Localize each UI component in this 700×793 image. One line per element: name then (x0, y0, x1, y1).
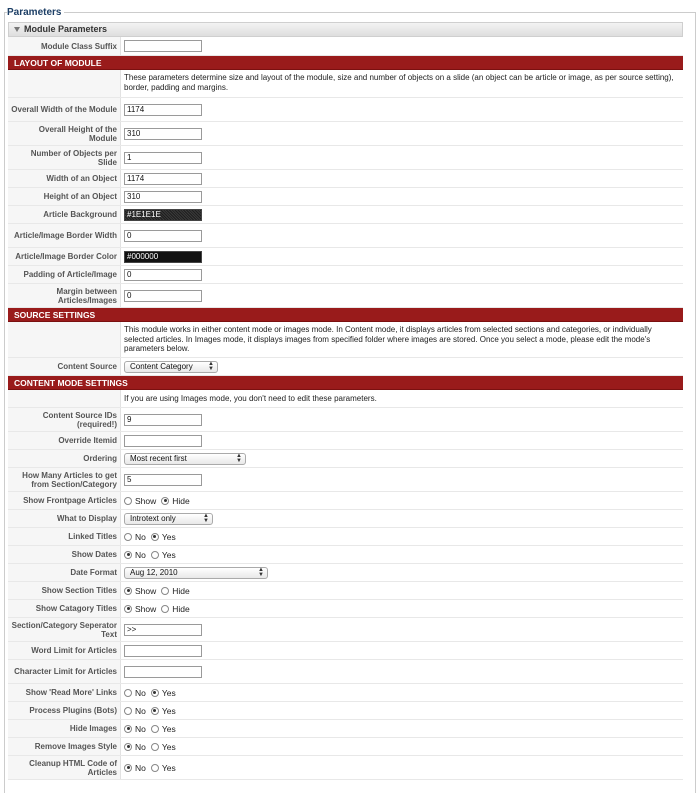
border-width-label: Article/Image Border Width (8, 224, 121, 247)
object-height-label: Height of an Object (8, 188, 121, 205)
object-height-input[interactable]: 310 (124, 191, 202, 203)
overall-height-input[interactable]: 310 (124, 128, 202, 140)
remove-images-style-label: Remove Images Style (8, 738, 121, 755)
char-limit-label: Character Limit for Articles (8, 660, 121, 683)
date-format-select[interactable]: Aug 12, 2010 ▲ ▼ (124, 567, 268, 579)
read-more-no-radio[interactable]: No (124, 688, 146, 698)
row-overall-height (8, 122, 683, 146)
hide-images-label: Hide Images (8, 720, 121, 737)
module-class-suffix-input[interactable] (124, 40, 202, 52)
row-override-itemid (8, 432, 683, 450)
category-titles-label: Show Catagory Titles (8, 600, 121, 617)
layout-description: These parameters determine size and layout of the module, size and number of objects on a slide (an object can be article or image, as per source setting), border, padding and margins. (124, 73, 674, 92)
article-background-label: Article Background (8, 206, 121, 223)
row-source-desc (8, 322, 683, 358)
panel-header-label: Module Parameters (24, 24, 108, 34)
row-objects-per-slide (8, 146, 683, 170)
overall-height-label: Overall Height of the Module (8, 122, 121, 145)
source-section-header: SOURCE SETTINGS (8, 308, 683, 322)
how-many-label: How Many Articles to get from Section/Category (8, 468, 121, 491)
frontpage-label: Show Frontpage Articles (8, 492, 121, 509)
how-many-input[interactable]: 5 (124, 474, 202, 486)
frontpage-show-radio[interactable]: Show (124, 496, 156, 506)
row-separator (8, 618, 683, 642)
row-content-source (8, 358, 683, 376)
date-format-label: Date Format (8, 564, 121, 581)
row-remove-images-style (8, 738, 683, 756)
separator-label: Section/Category Seperator Text (8, 618, 121, 641)
read-more-yes-radio[interactable]: Yes (151, 688, 176, 698)
ordering-select[interactable]: Most recent first ▲ ▼ (124, 453, 246, 465)
section-titles-label: Show Section Titles (8, 582, 121, 599)
row-object-width (8, 170, 683, 188)
row-content-desc (8, 390, 683, 408)
show-dates-label: Show Dates (8, 546, 121, 563)
object-width-input[interactable]: 1174 (124, 173, 202, 185)
module-parameters-toggle[interactable] (8, 22, 683, 37)
row-article-background (8, 206, 683, 224)
object-width-label: Width of an Object (8, 170, 121, 187)
row-date-format (8, 564, 683, 582)
row-char-limit (8, 660, 683, 684)
row-ordering (8, 450, 683, 468)
source-ids-input[interactable]: 9 (124, 414, 202, 426)
row-category-titles (8, 600, 683, 618)
content-source-select[interactable]: Content Category ▲ ▼ (124, 361, 218, 373)
linked-titles-label: Linked Titles (8, 528, 121, 545)
select-arrows-icon: ▲ ▼ (208, 360, 214, 372)
row-source-ids (8, 408, 683, 432)
article-background-color-input[interactable]: #1E1E1E (124, 209, 202, 221)
select-arrows-icon: ▲ ▼ (203, 512, 209, 524)
fieldset-title: Parameters (7, 7, 64, 18)
hide-images-no-radio[interactable]: No (124, 724, 146, 734)
border-color-label: Article/Image Border Color (8, 248, 121, 265)
what-to-display-label: What to Display (8, 510, 121, 527)
row-cleanup-html (8, 756, 683, 780)
border-width-input[interactable]: 0 (124, 230, 202, 242)
row-how-many (8, 468, 683, 492)
row-linked-titles (8, 528, 683, 546)
objects-per-slide-input[interactable]: 1 (124, 152, 202, 164)
layout-section-header: LAYOUT OF MODULE (8, 56, 683, 70)
content-description: If you are using Images mode, you don't need to edit these parameters. (124, 394, 377, 403)
row-plugins (8, 702, 683, 720)
source-description: This module works in either content mode or images mode. In Content mode, it displays articles from selected sections and categories, or individually selected articles. In Images mode, it displays images from specified folder where images are stored. Once you select a mode, please edit the mode's parameters below. (124, 325, 652, 353)
cleanup-html-no-radio[interactable]: No (124, 763, 146, 773)
plugins-yes-radio[interactable]: Yes (151, 706, 176, 716)
row-border-width (8, 224, 683, 248)
word-limit-label: Word Limit for Articles (8, 642, 121, 659)
content-source-label: Content Source (8, 358, 121, 375)
row-section-titles (8, 582, 683, 600)
show-dates-no-radio[interactable]: No (124, 550, 146, 560)
category-titles-hide-radio[interactable]: Hide (161, 604, 189, 614)
section-titles-show-radio[interactable]: Show (124, 586, 156, 596)
linked-titles-yes-radio[interactable]: Yes (151, 532, 176, 542)
row-padding (8, 266, 683, 284)
objects-per-slide-label: Number of Objects per Slide (8, 146, 121, 169)
row-layout-desc (8, 70, 683, 98)
word-limit-input[interactable] (124, 645, 202, 657)
show-dates-yes-radio[interactable]: Yes (151, 550, 176, 560)
separator-input[interactable]: >> (124, 624, 202, 636)
what-to-display-select[interactable]: Introtext only ▲ ▼ (124, 513, 213, 525)
cleanup-html-yes-radio[interactable]: Yes (151, 763, 176, 773)
plugins-label: Process Plugins (Bots) (8, 702, 121, 719)
content-mode-section-header: CONTENT MODE SETTINGS (8, 376, 683, 390)
read-more-label: Show 'Read More' Links (8, 684, 121, 701)
row-object-height (8, 188, 683, 206)
linked-titles-no-radio[interactable]: No (124, 532, 146, 542)
row-margin (8, 284, 683, 308)
row-show-dates (8, 546, 683, 564)
row-module-class-suffix (8, 37, 683, 56)
category-titles-show-radio[interactable]: Show (124, 604, 156, 614)
overall-width-input[interactable]: 1174 (124, 104, 202, 116)
row-what-to-display (8, 510, 683, 528)
margin-label: Margin between Articles/Images (8, 284, 121, 307)
row-read-more (8, 684, 683, 702)
plugins-no-radio[interactable]: No (124, 706, 146, 716)
frontpage-hide-radio[interactable]: Hide (161, 496, 189, 506)
module-class-suffix-label: Module Class Suffix (8, 37, 121, 55)
char-limit-input[interactable] (124, 666, 202, 678)
source-ids-label: Content Source IDs (required!) (8, 408, 121, 431)
select-arrows-icon: ▲ ▼ (258, 566, 264, 578)
padding-input[interactable]: 0 (124, 269, 202, 281)
hide-images-yes-radio[interactable]: Yes (151, 724, 176, 734)
overall-width-label: Overall Width of the Module (8, 98, 121, 121)
ordering-label: Ordering (8, 450, 121, 467)
collapse-triangle-icon (14, 27, 20, 32)
row-frontpage (8, 492, 683, 510)
row-word-limit (8, 642, 683, 660)
cleanup-html-label: Cleanup HTML Code of Articles (8, 756, 121, 779)
padding-label: Padding of Article/Image (8, 266, 121, 283)
remove-images-style-yes-radio[interactable]: Yes (151, 742, 176, 752)
row-hide-images (8, 720, 683, 738)
row-border-color (8, 248, 683, 266)
border-color-input[interactable]: #000000 (124, 251, 202, 263)
remove-images-style-no-radio[interactable]: No (124, 742, 146, 752)
margin-input[interactable]: 0 (124, 290, 202, 302)
override-itemid-label: Override Itemid (8, 432, 121, 449)
module-parameters-panel (8, 22, 683, 780)
section-titles-hide-radio[interactable]: Hide (161, 586, 189, 596)
select-arrows-icon: ▲ ▼ (236, 452, 242, 464)
override-itemid-input[interactable] (124, 435, 202, 447)
row-overall-width (8, 98, 683, 122)
